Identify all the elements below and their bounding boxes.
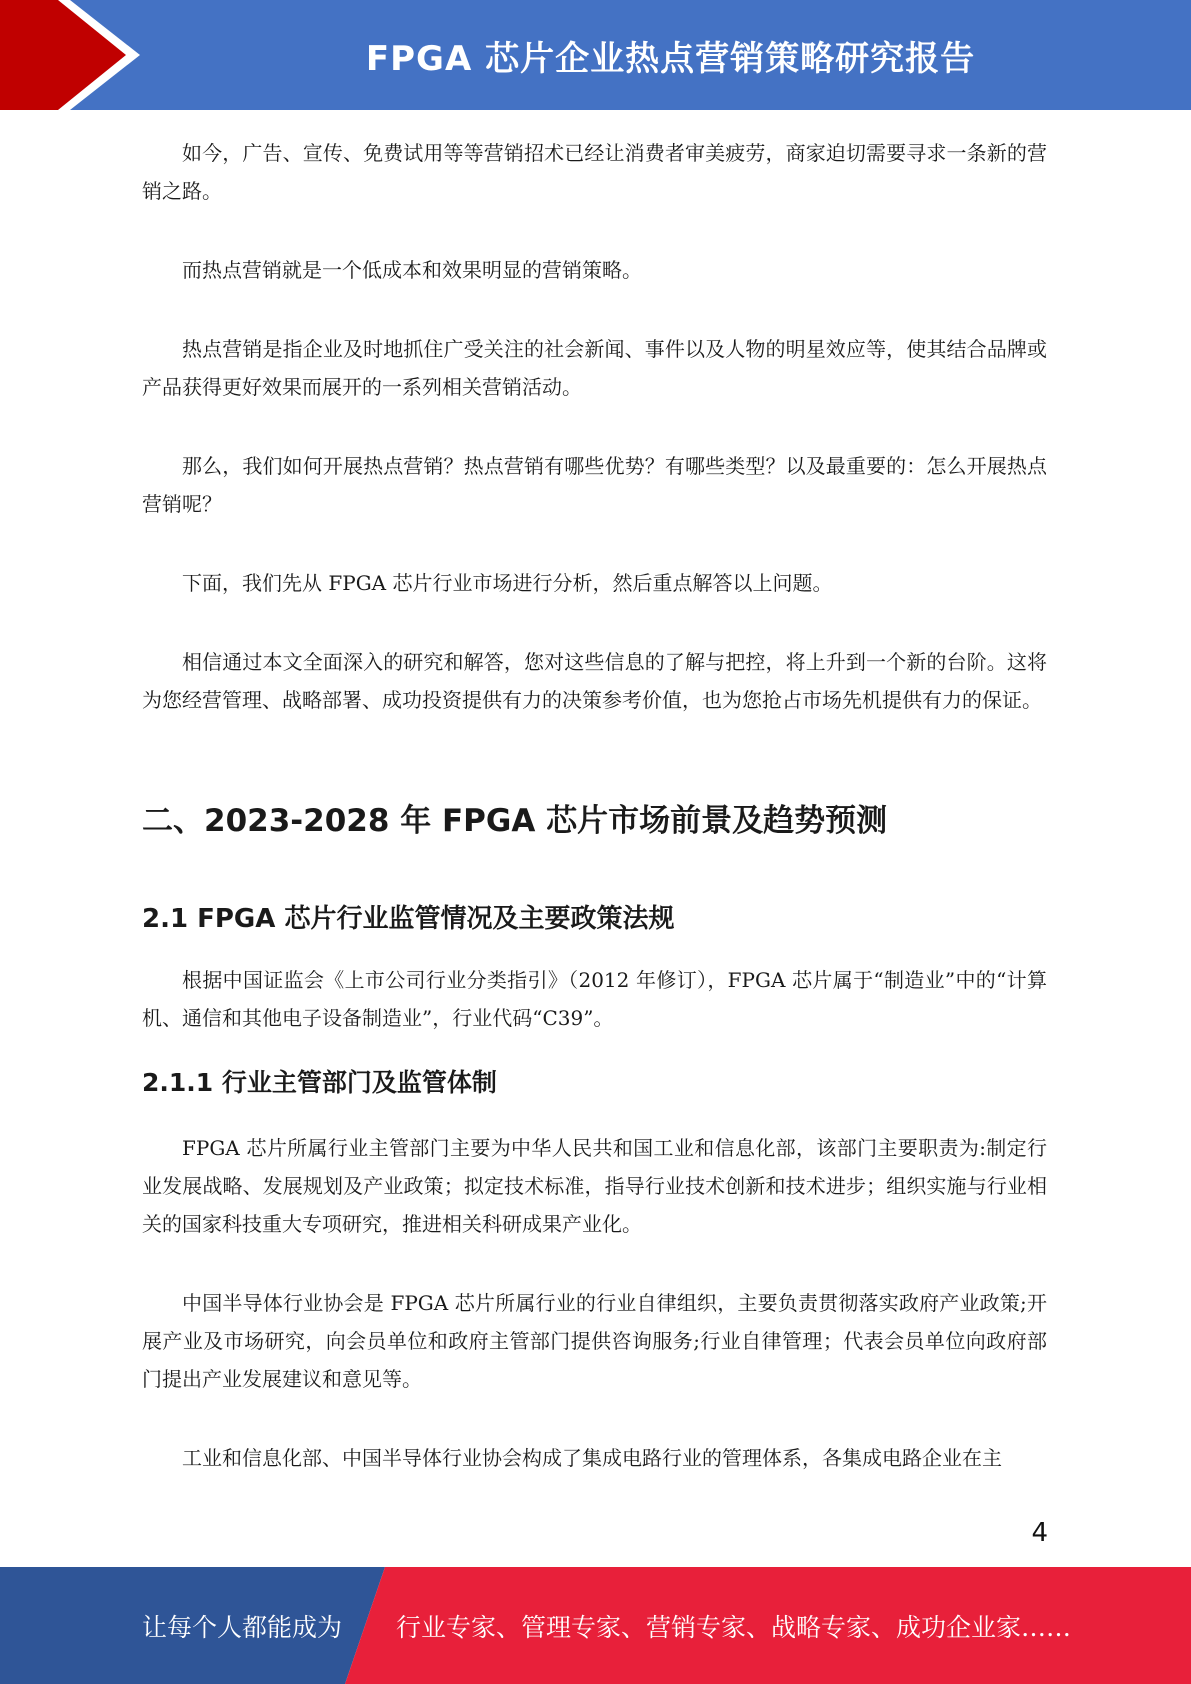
header-title: FPGA 芯片企业热点营销策略研究报告 bbox=[365, 38, 976, 79]
subsection-2-1-1-paragraph-3: 工业和信息化部、中国半导体行业协会构成了集成电路行业的管理体系，各集成电路企业在主 bbox=[182, 1446, 1002, 1470]
subsection-2-1-1-paragraph-2: 中国半导体行业协会是 FPGA 芯片所属行业的行业自律组织，主要负责贯彻落实政府产业政策;开展产业及市场研究，向会员单位和政府主管部门提供咨询服务;行业自律管理；代表会员单位向政府部门提出产业发展建议和意见等。 bbox=[142, 1291, 1047, 1391]
subsection-2-1-paragraph: 根据中国证监会《上市公司行业分类指引》（2012 年修订），FPGA 芯片属于“制造业”中的“计算机、通信和其他电子设备制造业”，行业代码“C39”。 bbox=[142, 968, 1047, 1030]
intro-paragraph-2: 而热点营销就是一个低成本和效果明显的营销策略。 bbox=[182, 258, 642, 282]
intro-paragraph-6: 相信通过本文全面深入的研究和解答，您对这些信息的了解与把控，将上升到一个新的台阶。这将为您经营管理、战略部署、成功投资提供有力的决策参考价值，也为您抢占市场先机提供有力的保证。 bbox=[142, 650, 1047, 712]
footer-slogan-left: 让每个人都能成为 bbox=[142, 1612, 343, 1642]
intro-paragraph-5: 下面，我们先从 FPGA 芯片行业市场进行分析，然后重点解答以上问题。 bbox=[182, 571, 833, 595]
subsection-2-1-1-paragraph-1: FPGA 芯片所属行业主管部门主要为中华人民共和国工业和信息化部，该部门主要职责为:制定行业发展战略、发展规划及产业政策；拟定技术标准，指导行业技术创新和技术进步；组织实施与行业相关的国家科技重大专项研究，推进相关科研成果产业化。 bbox=[142, 1136, 1047, 1236]
page-number: 4 bbox=[1031, 1518, 1048, 1548]
section-heading: 二、2023-2028 年 FPGA 芯片市场前景及趋势预测 bbox=[142, 803, 888, 839]
intro-paragraph-3: 热点营销是指企业及时地抓住广受关注的社会新闻、事件以及人物的明星效应等，使其结合品牌或产品获得更好效果而展开的一系列相关营销活动。 bbox=[142, 337, 1047, 399]
red-chevron-icon bbox=[0, 0, 160, 110]
page-footer bbox=[0, 1567, 1191, 1684]
subsection-heading-2-1-1: 2.1.1 行业主管部门及监管体制 bbox=[142, 1068, 497, 1097]
page-header bbox=[0, 0, 1191, 110]
subsection-heading-2-1: 2.1 FPGA 芯片行业监管情况及主要政策法规 bbox=[142, 904, 675, 934]
intro-paragraph-4: 那么，我们如何开展热点营销？热点营销有哪些优势？有哪些类型？以及最重要的：怎么开展热点营销呢？ bbox=[142, 454, 1047, 516]
intro-paragraph-1: 如今，广告、宣传、免费试用等等营销招术已经让消费者审美疲劳，商家迫切需要寻求一条新的营销之路。 bbox=[142, 141, 1047, 203]
footer-slogan-right: 行业专家、管理专家、营销专家、战略专家、成功企业家…… bbox=[396, 1612, 1072, 1642]
page-content bbox=[142, 134, 1047, 1518]
